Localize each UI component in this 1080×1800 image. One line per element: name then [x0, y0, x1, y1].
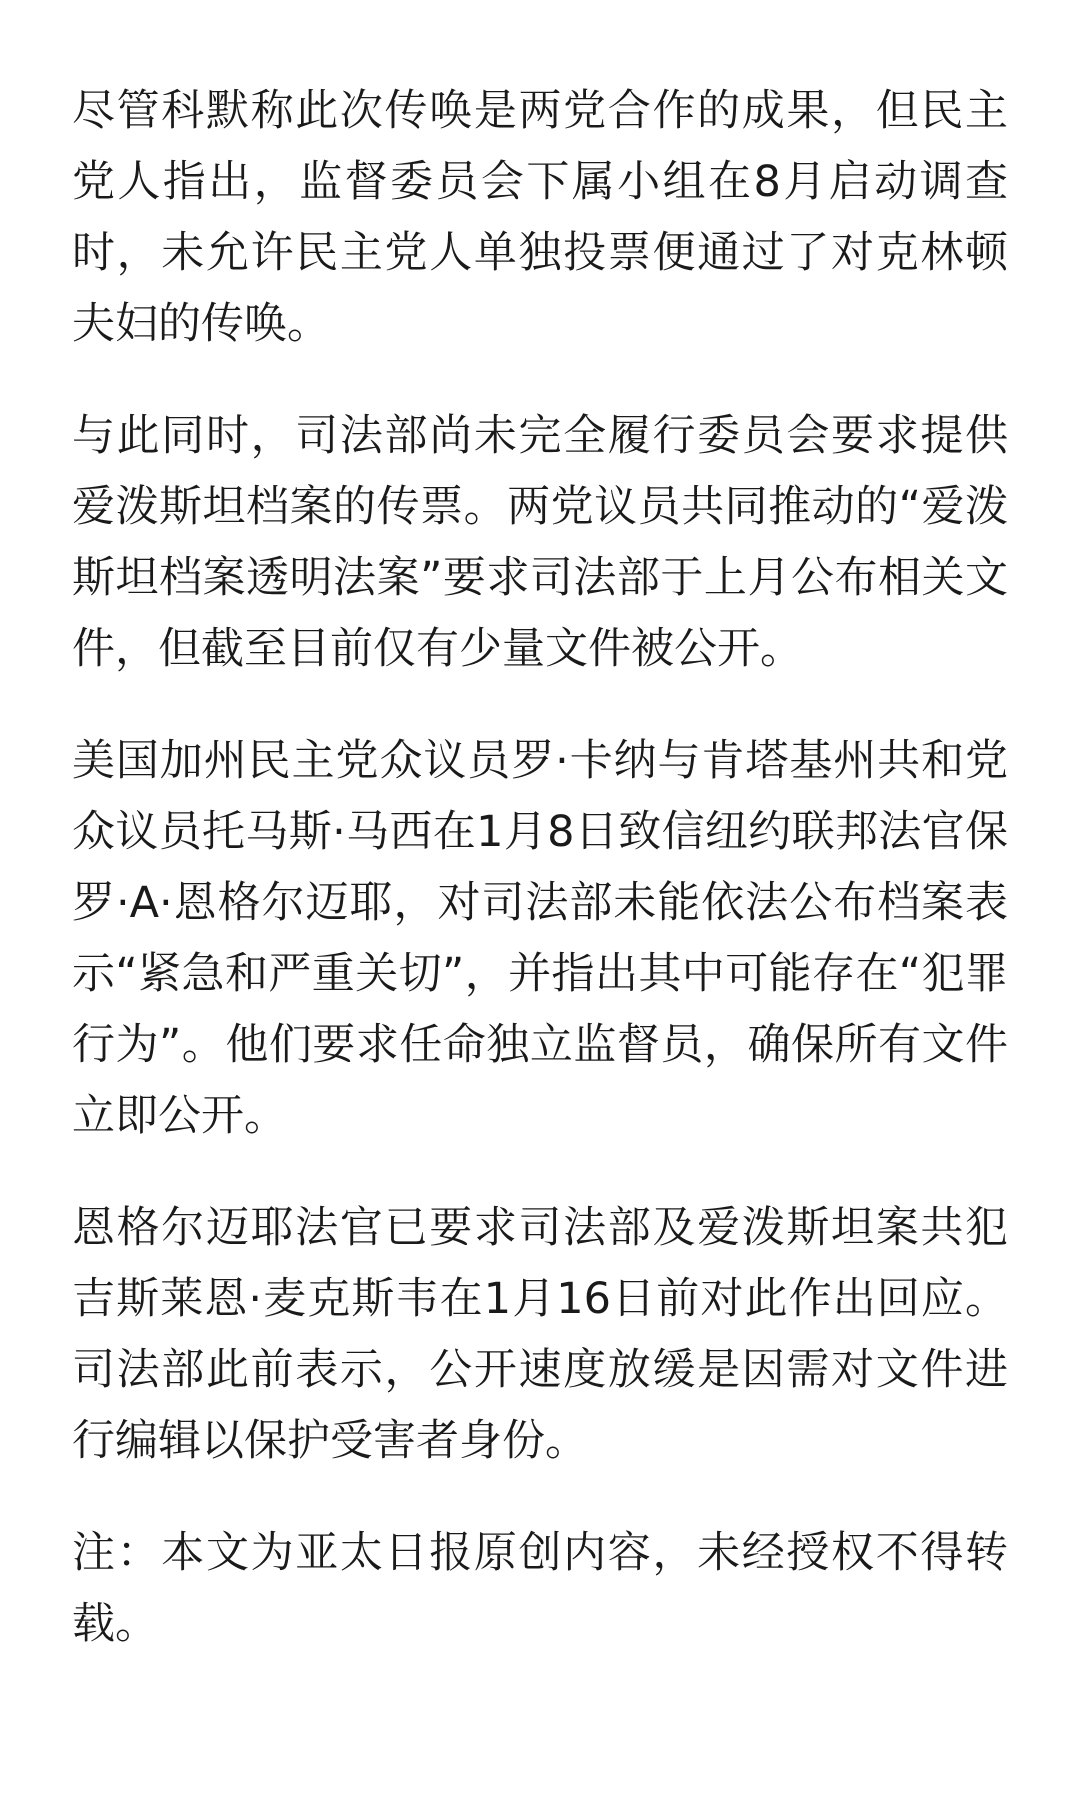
paragraph-lawmakers-letter: 美国加州民主党众议员罗·卡纳与肯塔基州共和党众议员托马斯·马西在1月8日致信纽约联邦法官保罗·A·恩格尔迈耶，对司法部未能依法公布档案表示“紧急和严重关切”，并指出其中可能存在“犯罪行为”。他们要求任命独立监督员，确保所有文件立即公开。	[72, 736, 1008, 1141]
copyright-note: 注：本文为亚太日报原创内容，未经授权不得转载。	[72, 1528, 1008, 1649]
article-body	[72, 76, 1008, 1660]
paragraph-judge-response: 恩格尔迈耶法官已要求司法部及爱泼斯坦案共犯吉斯莱恩·麦克斯韦在1月16日前对此作出回应。司法部此前表示，公开速度放缓是因需对文件进行编辑以保护受害者身份。	[72, 1203, 1008, 1466]
paragraph-doj-files: 与此同时，司法部尚未完全履行委员会要求提供爱泼斯坦档案的传票。两党议员共同推动的“爱泼斯坦档案透明法案”要求司法部于上月公布相关文件，但截至目前仅有少量文件被公开。	[72, 411, 1008, 674]
paragraph-subpoena: 尽管科默称此次传唤是两党合作的成果，但民主党人指出，监督委员会下属小组在8月启动调查时，未允许民主党人单独投票便通过了对克林顿夫妇的传唤。	[72, 86, 1008, 349]
